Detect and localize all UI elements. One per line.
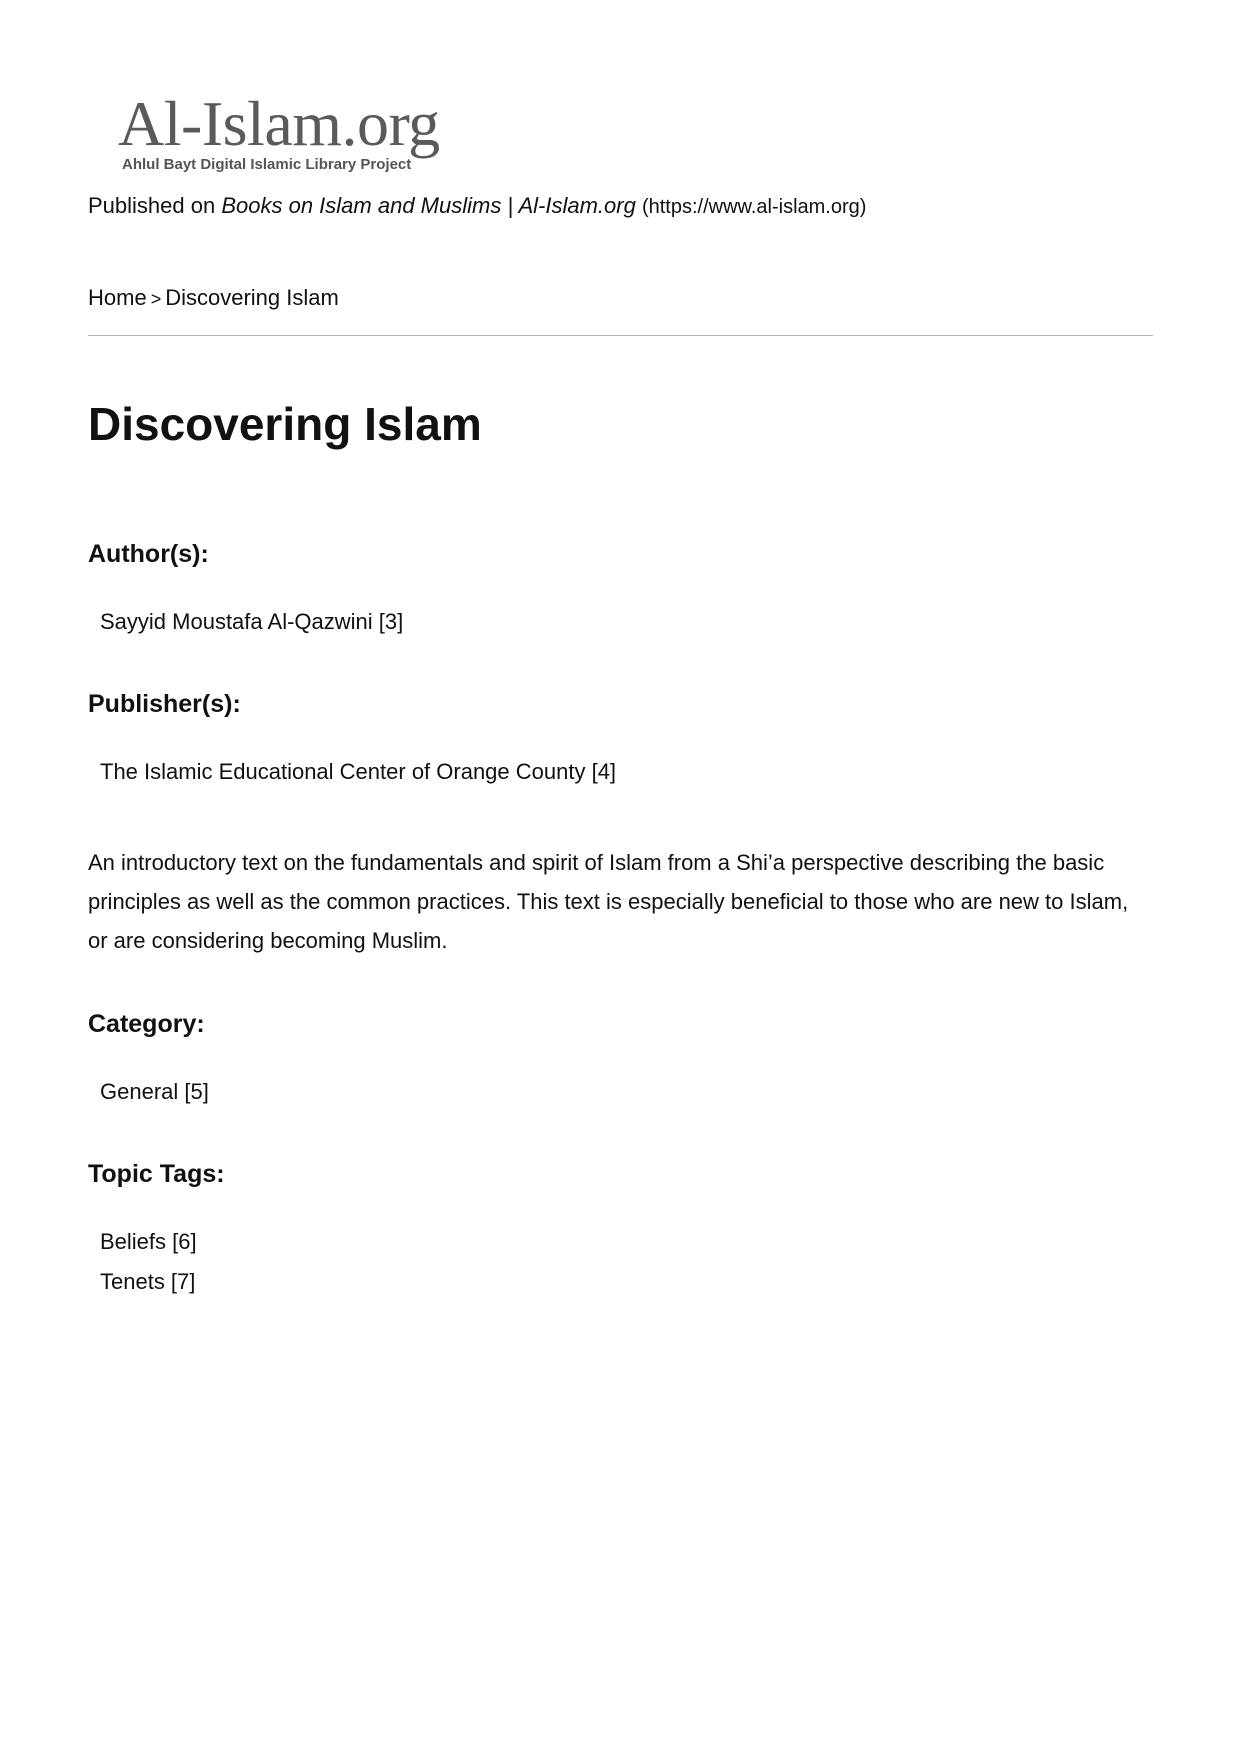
published-site-name[interactable]: Books on Islam and Muslims | Al-Islam.org <box>221 193 636 218</box>
published-prefix: Published on <box>88 193 222 218</box>
breadcrumb <box>88 284 339 313</box>
page-title: Discovering Islam <box>88 398 482 450</box>
site-logo[interactable] <box>118 88 458 180</box>
publishers-heading: Publisher(s): <box>88 690 241 718</box>
book-description: An introductory text on the fundamentals and spirit of Islam from a Shi’a perspective describing the basic principles as well as the common practices. This text is especially beneficial to those who are new to Islam, or are considering becoming Muslim. <box>88 850 1129 953</box>
topic-tags-heading: Topic Tags: <box>88 1160 225 1188</box>
breadcrumb-divider <box>88 335 1153 336</box>
topic-tag-link[interactable]: Tenets [7] <box>100 1269 196 1294</box>
published-on-line <box>88 192 866 221</box>
logo-wordmark: Al-Islam.org <box>118 88 440 159</box>
logo-tagline: Ahlul Bayt Digital Islamic Library Project <box>122 156 412 173</box>
topic-tag-link[interactable]: Beliefs [6] <box>100 1229 197 1254</box>
category-link[interactable]: General [5] <box>100 1079 209 1104</box>
publisher-link[interactable]: The Islamic Educational Center of Orange County [4] <box>100 759 617 784</box>
category-heading: Category: <box>88 1010 205 1038</box>
authors-heading: Author(s): <box>88 540 209 568</box>
breadcrumb-separator: > <box>150 289 162 309</box>
breadcrumb-current: Discovering Islam <box>165 285 339 310</box>
published-url[interactable]: (https://www.al-islam.org) <box>641 196 867 218</box>
author-link[interactable]: Sayyid Moustafa Al-Qazwini [3] <box>100 609 404 634</box>
breadcrumb-home-link[interactable]: Home <box>88 285 147 310</box>
